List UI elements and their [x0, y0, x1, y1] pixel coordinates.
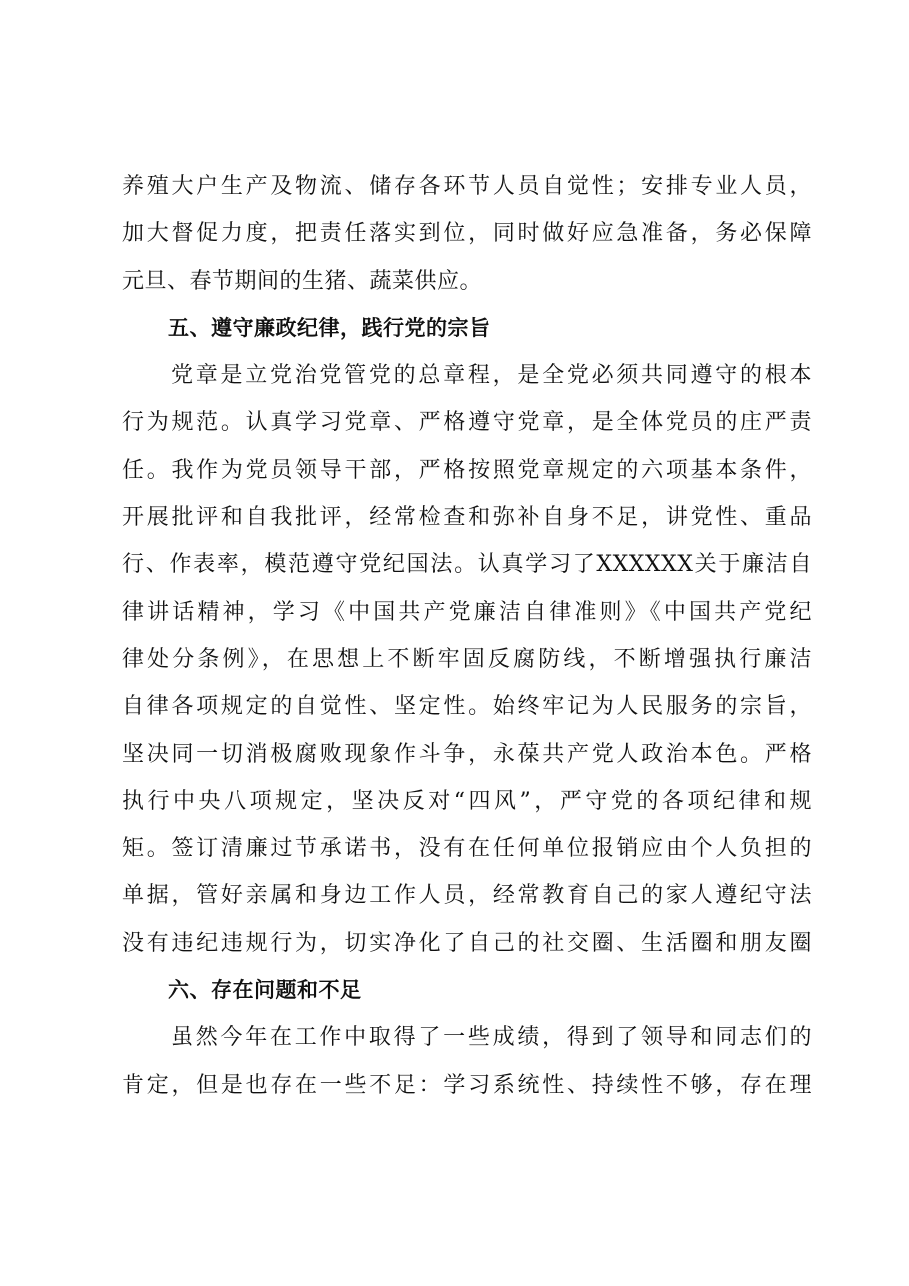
paragraph-shortcomings — [122, 1014, 812, 1109]
text-line: 任。我作为党员领导干部，严格按照党章规定的六项基本条件， — [122, 457, 812, 483]
section-heading-6: 六、存在问题和不足 — [168, 978, 362, 1003]
text-line: 律讲话精神，学习《中国共产党廉洁自律准则》《中国共产党纪 — [122, 599, 812, 625]
text-line: 行为规范。认真学习党章、严格遵守党章，是全体党员的庄严责 — [122, 410, 812, 436]
text-line: 开展批评和自我批评，经常检查和弥补自身不足，讲党性、重品 — [122, 505, 812, 531]
text-line: 坚决同一切消极腐败现象作斗争，永葆共产党人政治本色。严格 — [122, 741, 812, 767]
text-line: 党章是立党治党管党的总章程，是全党必须共同遵守的根本 — [171, 363, 812, 389]
text-line: 加大督促力度，把责任落实到位，同时做好应急准备，务必保障 — [122, 221, 812, 247]
text-line: 养殖大户生产及物流、储存各环节人员自觉性；安排专业人员， — [122, 174, 812, 199]
text-line: 律处分条例》，在思想上不断牢固反腐防线，不断增强执行廉洁 — [122, 646, 812, 672]
section-heading-5: 五、遵守廉政纪律，践行党的宗旨 — [168, 315, 491, 340]
text-line: 执行中央八项规定，坚决反对“四风”，严守党的各项纪律和规 — [122, 788, 812, 814]
text-line: 元旦、春节期间的生猪、蔬菜供应。 — [122, 268, 483, 294]
text-line: 虽然今年在工作中取得了一些成绩，得到了领导和同志们的 — [171, 1025, 812, 1051]
text-line: 自律各项规定的自觉性、坚定性。始终牢记为人民服务的宗旨， — [122, 694, 812, 720]
paragraph-party-discipline — [122, 352, 812, 967]
text-line: 矩。签订清廉过节承诺书，没有在任何单位报销应由个人负担的 — [122, 836, 812, 862]
paragraph-supply-guarantee — [122, 163, 812, 305]
document-body — [122, 163, 812, 1109]
text-line: 行、作表率，模范遵守党纪国法。认真学习了XXXXXX关于廉洁自 — [122, 552, 812, 578]
text-line: 没有违纪违规行为，切实净化了自己的社交圈、生活圈和朋友圈 — [122, 930, 812, 956]
text-line: 单据，管好亲属和身边工作人员，经常教育自己的家人遵纪守法 — [122, 883, 812, 909]
text-line: 肯定，但是也存在一些不足：学习系统性、持续性不够，存在理 — [122, 1072, 812, 1098]
